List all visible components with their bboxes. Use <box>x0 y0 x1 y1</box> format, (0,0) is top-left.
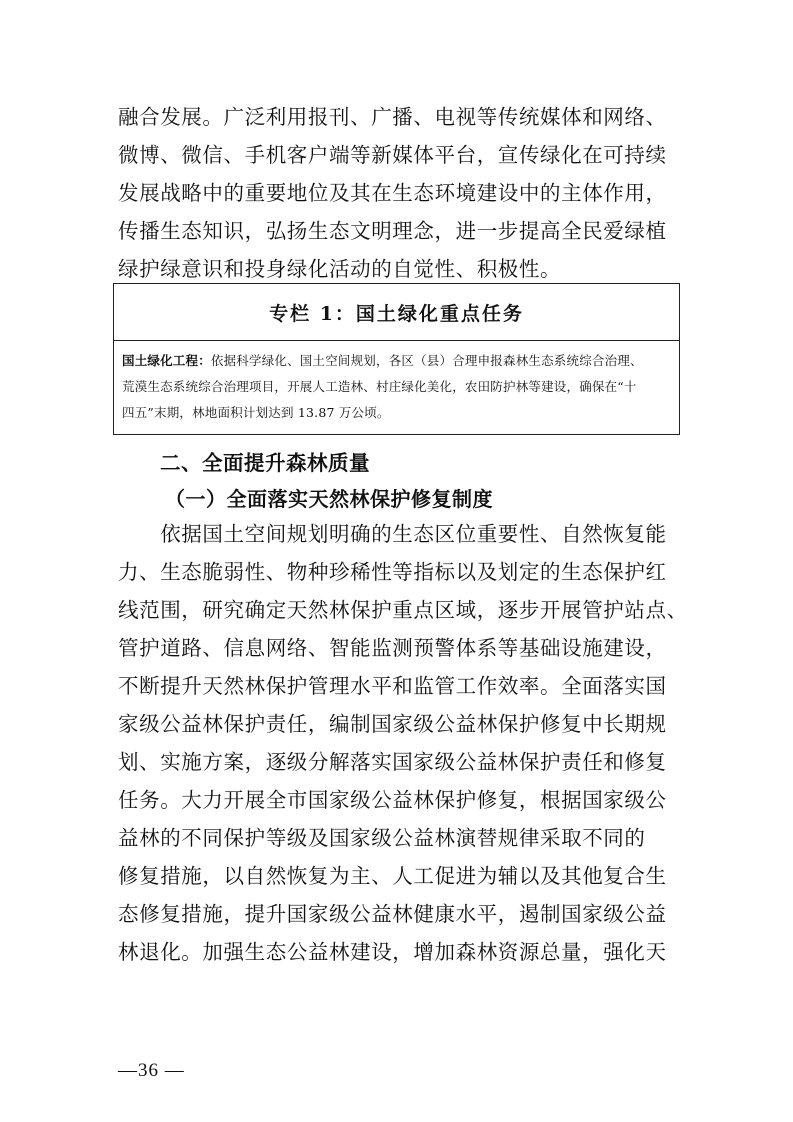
page-number: —36 — <box>118 1060 185 1081</box>
text-line: 划、实施方案，逐级分解落实国家级公益林保护责任和修复 <box>118 750 667 774</box>
subsection-heading: （一）全面落实天然林保护修复制度 <box>165 487 493 511</box>
box-line: 四五”末期，林地面积计划达到 13.87 万公顷。 <box>122 405 390 420</box>
text-line: 益林的不同保护等级及国家级公益林演替规律采取不同的 <box>118 826 646 850</box>
text-line: 依据国土空间规划明确的生态区位重要性、自然恢复能 <box>118 522 667 546</box>
text-line: 绿护绿意识和投身绿化活动的自觉性、积极性。 <box>118 257 562 281</box>
text-line: 管护道路、信息网络、智能监测预警体系等基础设施建设， <box>118 636 667 660</box>
special-column-box <box>113 283 680 435</box>
text-line: 线范围，研究确定天然林保护重点区域，逐步开展管护站点、 <box>118 598 688 622</box>
box-title: 专栏 1：国土绿化重点任务 <box>269 302 524 325</box>
text-line: 家级公益林保护责任，编制国家级公益林保护修复中长期规 <box>118 712 667 736</box>
text-line: 微博、微信、手机客户端等新媒体平台，宣传绿化在可持续 <box>118 143 667 167</box>
text-line: 林退化。加强生态公益林建设，增加森林资源总量，强化天 <box>118 940 667 964</box>
text-line: 修复措施，以自然恢复为主、人工促进为辅以及其他复合生 <box>118 864 667 888</box>
section-heading: 二、全面提升森林质量 <box>160 451 370 475</box>
box-body <box>114 341 679 426</box>
text-line: 不断提升天然林保护管理水平和监管工作效率。全面落实国 <box>118 674 667 698</box>
box-line <box>122 348 671 374</box>
box-line-text: 依据科学绿化、国土空间规划，各区（县）合理申报森林生态系统综合治理、 <box>210 353 643 368</box>
box-lead-label: 国土绿化工程： <box>122 353 211 368</box>
box-line: 荒漠生态系统综合治理项目，开展人工造林、村庄绿化美化，农田防护林等建设，确保在“十 <box>122 379 637 394</box>
box-title-row <box>114 284 679 341</box>
intro-paragraph <box>118 98 678 288</box>
text-line: 发展战略中的重要地位及其在生态环境建设中的主体作用， <box>118 181 667 205</box>
text-line: 态修复措施，提升国家级公益林健康水平，遏制国家级公益 <box>118 902 667 926</box>
text-line: 力、生态脆弱性、物种珍稀性等指标以及划定的生态保护红 <box>118 560 667 584</box>
body-paragraph <box>118 515 688 971</box>
text-line: 融合发展。广泛利用报刊、广播、电视等传统媒体和网络、 <box>118 105 667 129</box>
text-line: 任务。大力开展全市国家级公益林保护修复，根据国家级公 <box>118 788 667 812</box>
text-line: 传播生态知识，弘扬生态文明理念，进一步提高全民爱绿植 <box>118 219 667 243</box>
